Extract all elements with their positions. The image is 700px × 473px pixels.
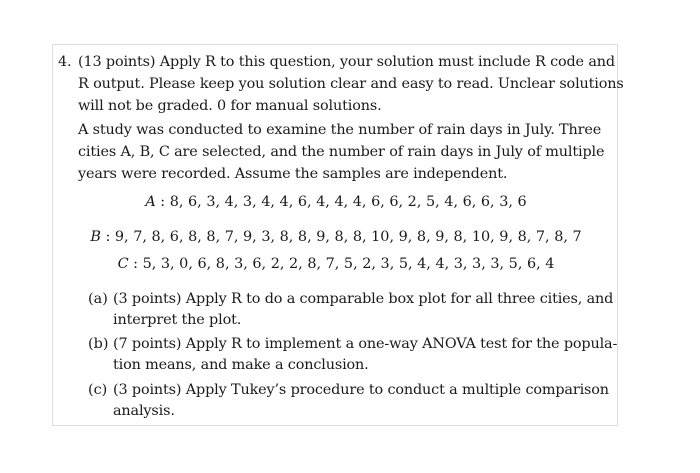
part-b-line-1: (7 points) Apply R to implement a one-way ANOVA test for the popula- [113,336,618,352]
part-c-line-2: analysis. [113,403,175,419]
sample-b-values: 9, 7, 8, 6, 8, 8, 7, 9, 3, 8, 8, 9, 8, 8, 10, 9, 8, 9, 8, 10, 9, 8, 7, 8, 7 [114,229,582,245]
part-a-line-2: interpret the plot. [113,312,242,328]
sample-c-label: C [117,256,129,272]
part-b-label: (b) [88,336,109,352]
intro-line-2: R output. Please keep you solution clear and easy to read. Unclear solutions [78,76,624,92]
sample-b-label: B [90,229,101,245]
part-c-line-1: (3 points) Apply Tukey’s procedure to conduct a multiple comparison [113,382,609,398]
problem-box [52,44,624,426]
problem-number: 4. [58,54,72,70]
sample-c-values: 5, 3, 0, 6, 8, 3, 6, 2, 2, 8, 7, 5, 2, 3, 5, 4, 4, 3, 3, 3, 5, 6, 4 [142,256,555,272]
study-line-2: cities A, B, C are selected, and the number of rain days in July of multiple [78,144,605,160]
part-b-line-2: tion means, and make a conclusion. [113,357,369,373]
intro-line-3: will not be graded. 0 for manual solutions. [78,98,382,114]
part-a-line-1: (3 points) Apply R to do a comparable box plot for all three cities, and [113,291,614,307]
study-line-3: years were recorded. Assume the samples are independent. [78,166,508,182]
sample-b-line: B : 9, 7, 8, 6, 8, 8, 7, 9, 3, 8, 8, 9, 8, 8, 10, 9, 8, 9, 8, 10, 9, 8, 7, 8, 7 [90,229,582,245]
sample-a-values: 8, 6, 3, 4, 3, 4, 4, 6, 4, 4, 4, 6, 6, 2, 5, 4, 6, 6, 3, 6 [169,194,527,210]
part-c-label: (c) [88,382,108,398]
sample-a-label: A [145,194,156,210]
part-a-label: (a) [88,291,108,307]
sample-a-line: A : 8, 6, 3, 4, 3, 4, 4, 6, 4, 4, 4, 6, 6, 2, 5, 4, 6, 6, 3, 6 [145,194,527,210]
study-line-1: A study was conducted to examine the number of rain days in July. Three [78,122,602,138]
sample-c-line: C : 5, 3, 0, 6, 8, 3, 6, 2, 2, 8, 7, 5, 2, 3, 5, 4, 4, 3, 3, 3, 5, 6, 4 [117,256,555,272]
intro-line-1: (13 points) Apply R to this question, your solution must include R code and [78,54,615,70]
